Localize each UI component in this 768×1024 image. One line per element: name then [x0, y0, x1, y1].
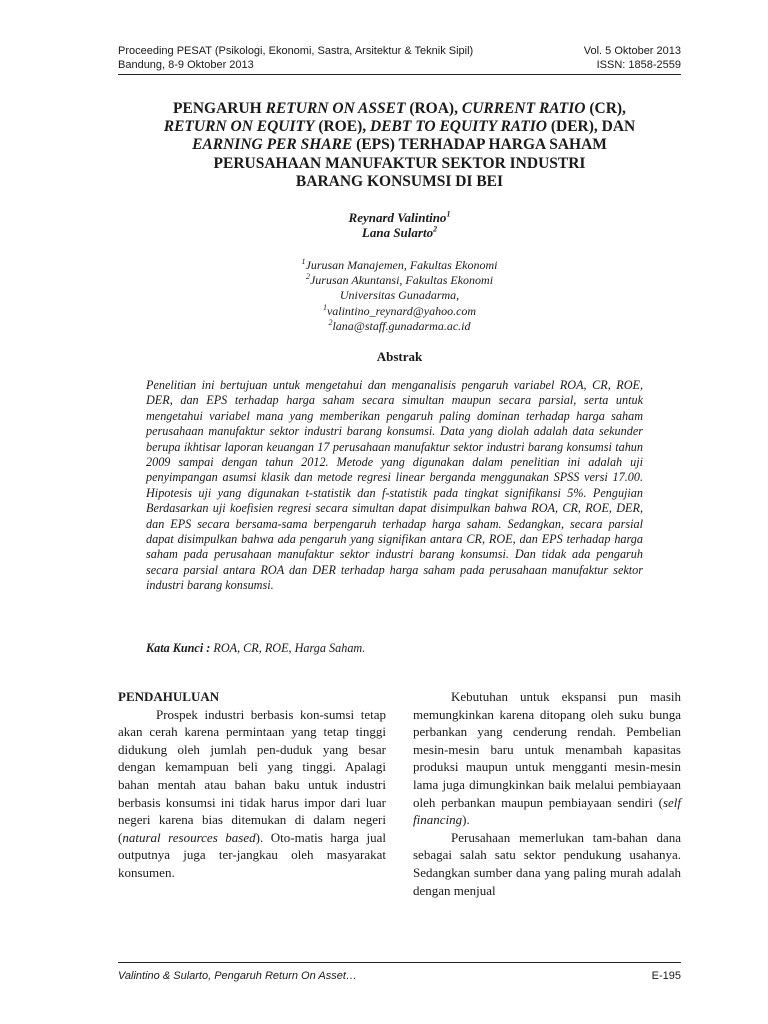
affiliation-2: $^2$Jurusan Akuntansi, Fakultas Ekonomi: [305, 272, 494, 288]
keywords-text: ROA, CR, ROE, Harga Saham.: [210, 641, 366, 655]
email-1: $^1$valintino_reynard@yahoo.com: [322, 302, 477, 318]
page-number: E-195: [651, 970, 681, 982]
abstract-text: Penelitian ini bertujuan untuk mengetahui dan menganalisis pengaruh variabel ROA, CR, ROE, DER, dan EPS terhadap harga saham secara simultan maupun secara parsial, serta untuk mengetahui variabel mana yang memberikan pengaruh paling dominan terhadap harga saham perusahaan manufaktur sektor industri barang konsumsi. Data yang diolah adalah data sekunder berupa ikhtisar laporan keuangan 17 perusahaan manufaktur sektor industri barang konsumsi tahun 2009 sampai dengan tahun 2012. Metode yang digunakan dalam penelitian ini adalah uji penyimpangan asumsi klasik dan metode regresi linear berganda menggunakan SPSS versi 17.00. Hipotesis uji yang digunakan t-statistik dan f-statistik pada tingkat signifikansi 5%. Pengujian Berdasarkan uji koefisien regresi secara simultan dapat disimpulkan bahwa ROA, CR, ROE, DER, dan EPS secara bersama-sama berpengaruh terhadap harga saham. Sedangkan, secara parsial dapat disimpulkan bahwa ada pengaruh yang signifikan antara CR, ROE, dan EPS terhadap harga saham pada perusahaan manufaktur sektor industri barang konsumsi. Dan tidak ada pengaruh secara parsial antara ROA dan DER terhadap harga saham pada perusahaan manufaktur sektor industri barang konsumsi.: [146, 378, 643, 593]
author-1: Reynard Valintino$^1$: [348, 209, 451, 225]
author-list: [118, 210, 681, 240]
footer-divider: [118, 962, 681, 963]
university: Universitas Gunadarma,: [339, 288, 460, 303]
abstract-heading: Abstrak: [376, 349, 423, 364]
paper-title: PENGARUH RETURN ON ASSET (ROA), CURRENT RATIO (CR), RETURN ON EQUITY (ROE), DEBT TO EQUITY RATIO (DER), DAN EARNING PER SHARE (EPS) TERHADAP HARGA SAHAM PERUSAHAAN MANUFAKTUR SEKTOR INDUSTRI BARANG KONSUMSI DI BEI: [163, 100, 636, 190]
issn-label: ISSN: 1858-2559: [596, 59, 681, 71]
paragraph-2: Kebutuhan untuk ekspansi pun masih memungkinkan karena ditopang oleh suku bunga perbankan yang cenderung rendah. Pembelian mesin-mesin baru untuk menambah kapasitas produksi maupun untuk mengganti mesin-mesin lama juga dimungkinkan baik melalui pembiayaan oleh perbankan maupun pembiayaan sendiri (self financing).: [413, 689, 681, 828]
author-2: Lana Sularto$^2$: [361, 224, 438, 240]
section-heading: PENDAHULUAN: [118, 689, 220, 704]
paragraph-3: Perusahaan memerlukan tam-bahan dana sebagai salah satu sektor pendukung usahanya. Sedangkan sumber dana yang paling murah adalah dengan menjual: [413, 829, 681, 898]
paragraph-1: Prospek industri berbasis kon-sumsi tetap akan cerah karena permintaan yang tetap tinggi didukung oleh jumlah pen-duduk yang besar dengan kemampuan beli yang tinggi. Apalagi bahan mentah atau bahan baku untuk industri berbasis konsumsi ini tidak harus impor dari luar negeri karena bias ditemukan di dalam negeri (natural resources based). Oto-matis harga jual outputnya juga ter-jangkau oleh masyarakat konsumen.: [118, 706, 386, 880]
affiliations: [118, 258, 681, 334]
proceeding-name: Proceeding PESAT (Psikologi, Ekonomi, Sastra, Arsitektur & Teknik Sipil): [118, 45, 474, 57]
email-2: $^2$lana@staff.gunadarma.ac.id: [328, 317, 471, 333]
affiliation-1: $^1$Jurusan Manajemen, Fakultas Ekonomi: [301, 257, 498, 272]
running-footer: [118, 970, 681, 982]
header-divider: [118, 74, 681, 75]
body-column-left: [118, 688, 386, 882]
running-header: [118, 44, 681, 72]
keywords-label: Kata Kunci :: [146, 641, 211, 655]
volume-label: Vol. 5 Oktober 2013: [583, 45, 681, 57]
conference-location: Bandung, 8-9 Oktober 2013: [118, 59, 254, 71]
body-column-right: [413, 688, 681, 899]
keywords: [146, 641, 643, 656]
footer-citation: Valintino & Sularto, Pengaruh Return On Asset…: [118, 970, 357, 982]
